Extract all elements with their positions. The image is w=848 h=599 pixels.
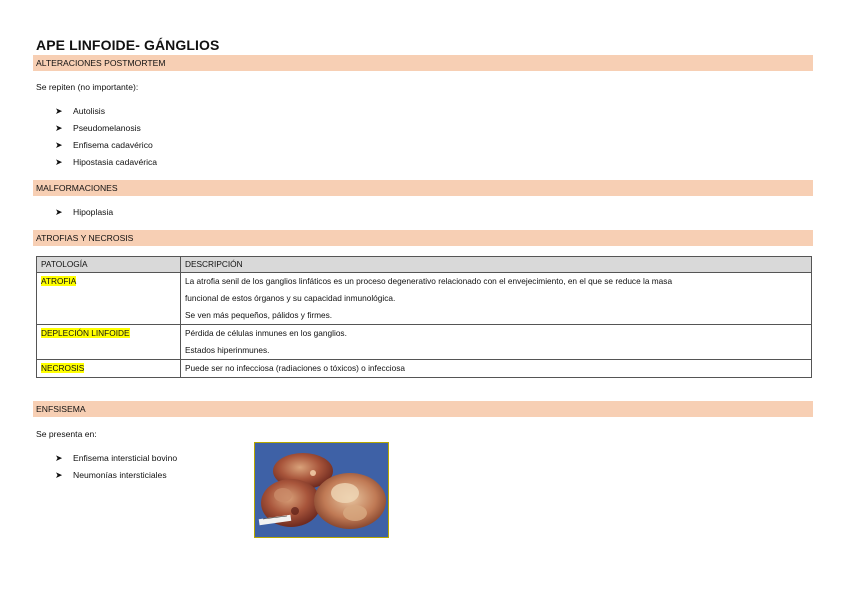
- column-header-pathology: PATOLOGÍA: [37, 257, 181, 273]
- page-title: APE LINFOIDE- GÁNGLIOS: [36, 37, 220, 53]
- list-item: ➤ Hipoplasia: [55, 207, 114, 217]
- table-row: [37, 273, 812, 325]
- enfisema-intro: Se presenta en:: [36, 429, 97, 439]
- description-line: Estados hiperinmunes.: [185, 345, 270, 355]
- postmortem-intro: Se repiten (no importante):: [36, 82, 139, 92]
- table-header-row: [37, 257, 812, 273]
- arrowhead-bullet-icon: ➤: [55, 157, 63, 167]
- list-item: ➤ Neumonías intersticiales: [55, 470, 167, 480]
- enfisema-list: [55, 453, 177, 487]
- list-item: ➤ Autolisis: [55, 106, 105, 116]
- list-item: ➤ Pseudomelanosis: [55, 123, 141, 133]
- list-item: ➤ Enfisema cadavérico: [55, 140, 153, 150]
- section-heading-atrofias: ATROFIAS Y NECROSIS: [33, 230, 813, 246]
- section-heading-malformaciones: MALFORMACIONES: [33, 180, 813, 196]
- lymph-node-specimen-image: [255, 443, 389, 538]
- list-item: ➤ Enfisema intersticial bovino: [55, 453, 178, 463]
- section-heading-postmortem: ALTERACIONES POSTMORTEM: [33, 55, 813, 71]
- table-row: [37, 325, 812, 360]
- arrowhead-bullet-icon: ➤: [55, 140, 63, 150]
- malformaciones-list: [55, 207, 113, 224]
- pathology-name: DEPLECIÓN LINFOIDE: [41, 328, 130, 338]
- arrowhead-bullet-icon: ➤: [55, 207, 63, 217]
- description-line: funcional de estos órganos y su capacidad inmunológica.: [185, 293, 396, 303]
- description-line: Puede ser no infecciosa (radiaciones o tóxicos) o infecciosa: [185, 363, 405, 373]
- description-line: Pérdida de células inmunes en los ganglios.: [185, 328, 347, 338]
- table-row: [37, 360, 812, 378]
- description-line: Se ven más pequeños, pálidos y firmes.: [185, 310, 333, 320]
- pathology-name: NECROSIS: [41, 363, 85, 373]
- arrowhead-bullet-icon: ➤: [55, 470, 63, 480]
- arrowhead-bullet-icon: ➤: [55, 106, 63, 116]
- postmortem-list: [55, 106, 157, 174]
- pathology-name: ATROFIA: [41, 276, 77, 286]
- arrowhead-bullet-icon: ➤: [55, 453, 63, 463]
- arrowhead-bullet-icon: ➤: [55, 123, 63, 133]
- column-header-description: DESCRIPCIÓN: [181, 257, 812, 273]
- section-heading-enfisema: ENFSISEMA: [33, 401, 813, 417]
- specimen-photo: [254, 442, 389, 538]
- pathology-table: [36, 256, 812, 378]
- list-item: ➤ Hipostasia cadavérica: [55, 157, 158, 167]
- description-line: La atrofia senil de los ganglios linfáticos es un proceso degenerativo relacionado con el envejecimiento, en el que se reduce la masa: [185, 276, 673, 286]
